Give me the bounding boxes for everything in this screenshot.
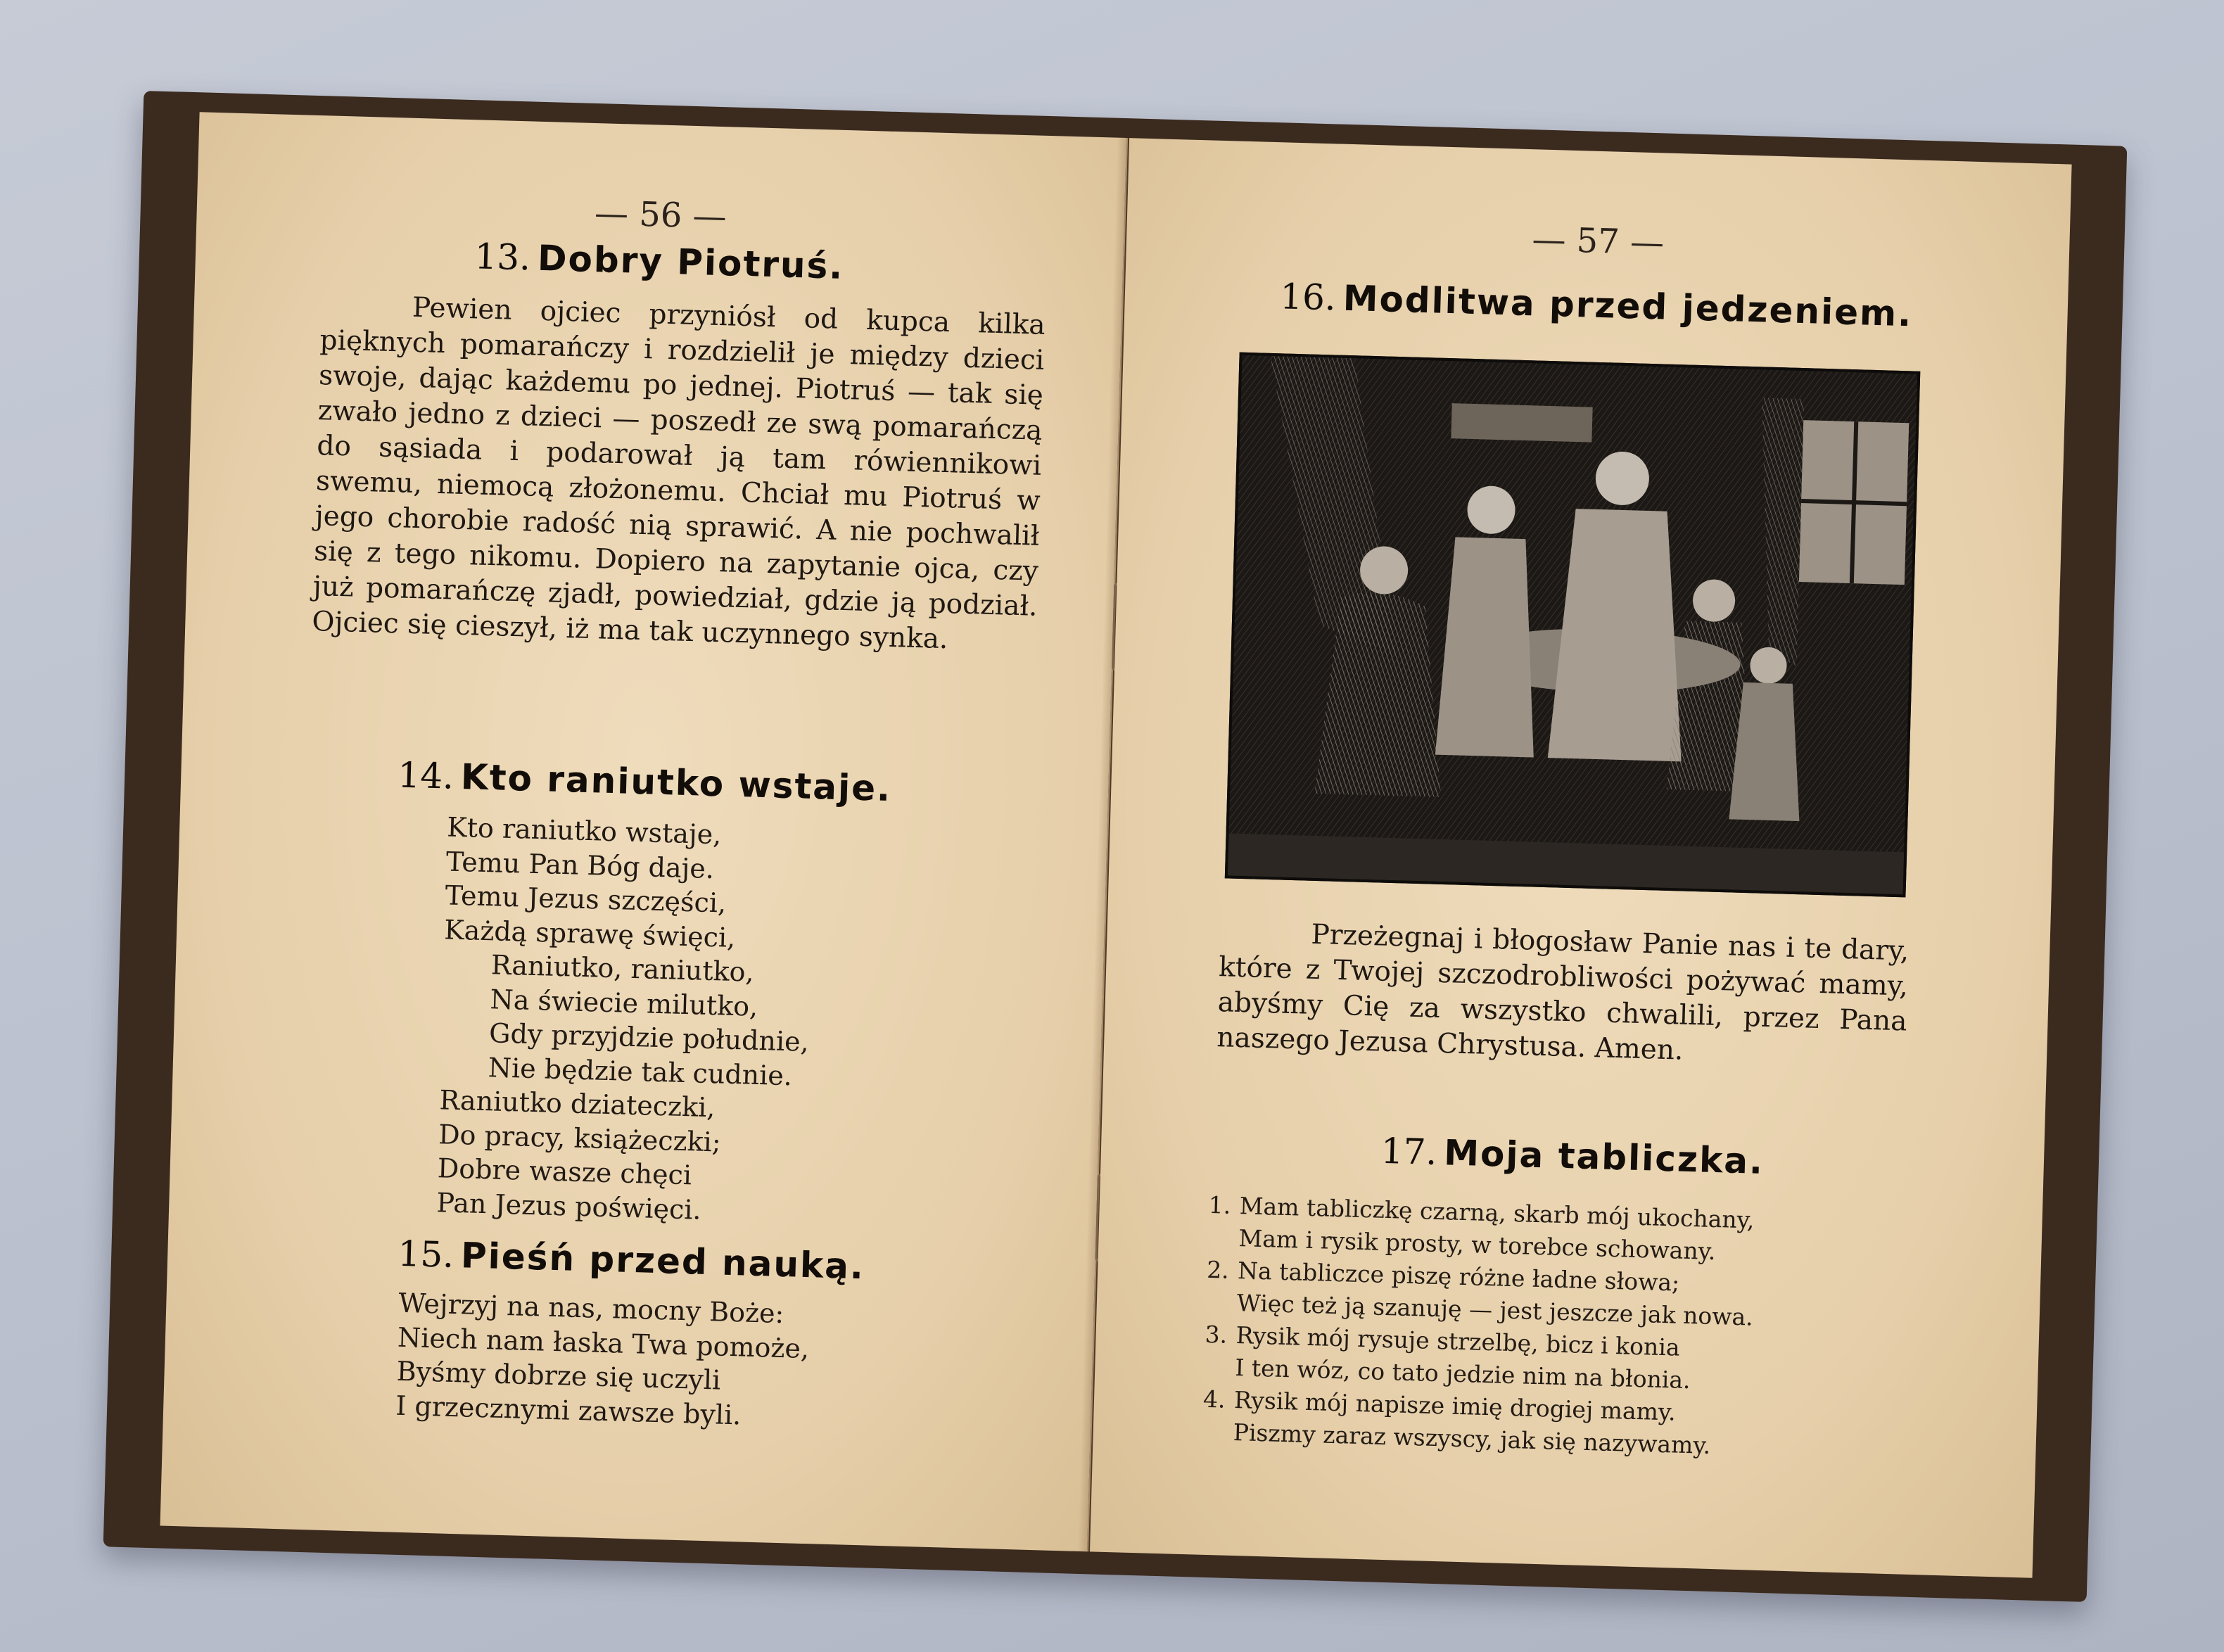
poem-line: Każdą sprawę święci, [443, 913, 736, 953]
poem-line: Temu Pan Bóg daje. [445, 845, 715, 884]
poem-line: Nie będzie tak cudnie. [488, 1051, 793, 1091]
section-number: 17. [1380, 1130, 1438, 1173]
section-title: Moja tabliczka. [1443, 1132, 1765, 1182]
verse-number: 1. [1208, 1190, 1231, 1219]
section-heading [181, 749, 1109, 815]
numbered-verses [1202, 1189, 1756, 1463]
poem-line: Raniutko dziateczki, [438, 1084, 716, 1124]
poem-line: Do pracy, książeczki; [438, 1118, 722, 1158]
verse-text: Na tabliczce piszę różne ładne słowa; [1237, 1257, 1680, 1297]
poem-line: Niech nam łaska Twa pomoże, [397, 1321, 810, 1364]
poem [436, 810, 815, 1229]
left-page [160, 112, 1129, 1551]
right-page [1090, 138, 2072, 1578]
page-number: — 57 — [1531, 220, 1665, 263]
section-number: 15. [397, 1233, 455, 1276]
poem-line: Na świecie milutko, [489, 983, 758, 1022]
verse-text: Rysik mój napisze imię drogiej mamy. [1233, 1386, 1677, 1426]
section-title: Pieśń przed nauką. [460, 1235, 865, 1288]
verse-number: 3. [1205, 1320, 1228, 1349]
poem-line: Pan Jezus poświęci. [436, 1186, 702, 1226]
section-title: Dobry Piotruś. [537, 237, 845, 287]
poem-line: Raniutko, raniutko, [490, 949, 755, 988]
page-number: — 56 — [594, 193, 727, 237]
section-heading [167, 1227, 1095, 1294]
section-title: Kto raniutko wstaje. [460, 756, 892, 810]
verse-text: Mam tabliczkę czarną, skarb mój ukochany, [1239, 1192, 1755, 1234]
poem-line: Dobre wasze chęci [437, 1152, 692, 1191]
verse-text: Rysik mój rysuje strzelbę, bicz i konia [1235, 1321, 1681, 1361]
poem-line: Byśmy dobrze się uczyli [396, 1355, 721, 1396]
verse-line: Mam i rysik prosty, w torebce schowany. [1238, 1224, 1716, 1266]
section-number: 13. [474, 236, 531, 279]
poem [395, 1286, 811, 1434]
paragraph-text: Przeżegnaj i błogosław Panie nas i te dary, które z Twojej szczodrobliwości pożywać mamy, abyśmy Cię za wszystko chwalili, przez Pana naszego Jezusa Chrystusa. Amen. [1216, 918, 1910, 1067]
verse-line: I ten wóz, co tato jedzie nim na błonia. [1234, 1354, 1691, 1394]
section-number: 16. [1279, 276, 1337, 319]
verse-number: 2. [1206, 1255, 1230, 1284]
verse-number: 4. [1202, 1385, 1226, 1413]
paragraph-text: Pewien ojciec przyniósł od kupca kilka pięknych pomarańczy i rozdzielił je między dzieci swoje, dając każdemu po jednej. Piotruś — tak się zwało jedno z dzieci — poszedł ze swą pomarańczą do sąsiada i podarował ją tam rówiennikowi swemu, niemocą złożonemu. Chciał mu Piotruś w jego chorobie radość nią sprawić. A nie pochwalił się z tego nikomu. Dopiero na zapytanie ojca, czy już pomarańczę zjadł, powiedział, gdzie ją podział. Ojciec się cieszył, iż ma tak uczynnego synka. [311, 291, 1046, 656]
engraving-illustration [1228, 355, 1917, 895]
family-prayer-engraving [1225, 352, 1921, 898]
poem-line: I grzecznymi zawsze byli. [395, 1390, 742, 1430]
poem-line: Gdy przyjdzie południe, [488, 1017, 810, 1057]
poem-line: Temu Jezus szczęści, [445, 879, 727, 919]
section-number: 14. [397, 754, 455, 797]
section-heading [1100, 1123, 2044, 1190]
verse-line: Więc też ją szanuję — jest jeszcze jak nowa. [1236, 1289, 1754, 1331]
section-heading [1124, 272, 2068, 338]
poem-line: Kto raniutko wstaje, [446, 811, 722, 851]
open-book [103, 91, 2128, 1602]
poem-line: Wejrzyj na nas, mocny Boże: [398, 1287, 784, 1330]
story-paragraph [312, 288, 1046, 660]
verse-line: Piszmy zaraz wszyscy, jak się nazywamy. [1233, 1418, 1711, 1459]
prayer-paragraph [1216, 915, 1910, 1074]
section-title: Modlitwa przed jedzeniem. [1342, 277, 1913, 335]
